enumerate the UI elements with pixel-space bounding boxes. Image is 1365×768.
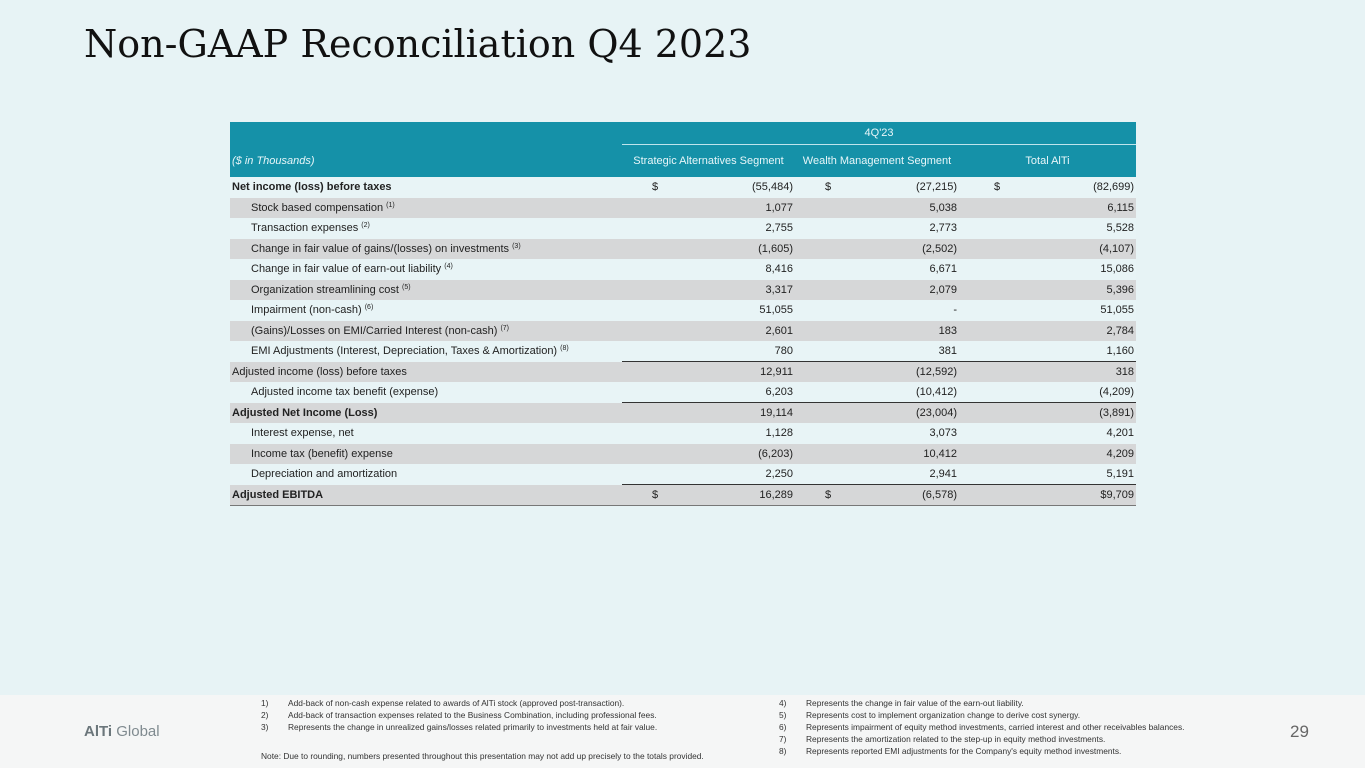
reconciliation-table-wrapper	[230, 122, 1136, 506]
value-wealth	[822, 239, 959, 260]
currency-symbol	[622, 280, 682, 301]
row-label	[230, 218, 622, 239]
page-number: 29	[1290, 722, 1309, 741]
value-total-text: 5,191	[1106, 468, 1135, 480]
footnote-reference: (6)	[364, 304, 374, 312]
value-total-text: 4,201	[1106, 427, 1135, 440]
footnote-number: 7)	[779, 734, 787, 744]
row-label-text: Change in fair value of gains/(losses) on investments	[251, 242, 510, 255]
table-header-period-row	[230, 122, 1136, 144]
currency-symbol	[622, 177, 682, 198]
row-label-text: Net income (loss) before taxes	[232, 181, 392, 194]
row-label	[230, 341, 622, 362]
currency-symbol	[795, 362, 822, 383]
currency-symbol	[622, 218, 682, 239]
footnote	[779, 745, 1184, 757]
row-label	[230, 382, 622, 403]
currency-symbol	[959, 423, 977, 444]
footnote	[261, 721, 657, 733]
value-strategic	[682, 280, 795, 301]
value-total	[977, 403, 1136, 424]
value-wealth-text: (2,502)	[922, 242, 957, 255]
currency-symbol	[959, 382, 977, 403]
value-wealth-text: 381	[938, 345, 957, 357]
currency-symbol	[959, 177, 1001, 198]
footnote-text: Add-back of transaction expenses related to the Business Combination, including professional fees.	[288, 710, 657, 720]
value-wealth-text: -	[953, 304, 957, 317]
footnote-reference: (2)	[361, 222, 370, 230]
footnote-reference: (4)	[444, 263, 453, 271]
value-strategic-text: 6,203	[765, 386, 793, 398]
row-label	[230, 403, 622, 424]
row-label	[230, 362, 622, 383]
value-total-text: 5,396	[1106, 283, 1135, 296]
row-label	[230, 239, 622, 260]
currency-symbol	[622, 464, 682, 485]
currency-symbol	[622, 321, 682, 342]
currency-symbol	[622, 300, 682, 321]
row-label-text: (Gains)/Losses on EMI/Carried Interest (non-cash)	[251, 324, 498, 337]
value-wealth-text: 183	[938, 324, 957, 337]
footnote-number: 8)	[779, 746, 787, 756]
value-total-text: (4,209)	[1099, 386, 1135, 398]
value-strategic	[682, 259, 795, 280]
value-total-text: (82,699)	[1093, 181, 1135, 194]
footnotes-left	[261, 697, 657, 733]
table-body	[230, 177, 1136, 505]
table-row	[230, 280, 1136, 301]
value-total	[977, 218, 1136, 239]
currency-symbol	[795, 464, 822, 485]
row-label	[230, 198, 622, 219]
logo-bold-text: AlTi	[84, 723, 113, 740]
footnote-reference: (7)	[500, 324, 509, 332]
value-strategic	[682, 423, 795, 444]
currency-symbol	[795, 321, 822, 342]
column-header-strategic: Strategic Alternatives Segment	[622, 144, 795, 177]
footnote	[779, 721, 1184, 733]
row-label	[230, 177, 622, 198]
currency-symbol	[959, 198, 977, 219]
table-row	[230, 218, 1136, 239]
footnote-number: 1)	[261, 698, 269, 708]
value-total-text: 2,784	[1106, 324, 1135, 337]
value-strategic	[682, 382, 795, 403]
row-label	[230, 423, 622, 444]
row-label	[230, 444, 622, 465]
currency-symbol	[622, 382, 682, 403]
currency-symbol	[795, 259, 822, 280]
value-wealth	[822, 218, 959, 239]
value-wealth-text: (12,592)	[916, 366, 957, 378]
value-strategic	[682, 341, 795, 362]
currency-symbol	[795, 382, 822, 403]
currency-symbol	[795, 341, 822, 362]
currency-symbol-text: $	[825, 181, 832, 194]
value-strategic-text: 2,601	[765, 324, 793, 337]
currency-symbol-text: $	[652, 181, 659, 194]
reconciliation-table	[230, 122, 1136, 506]
footnote-number: 5)	[779, 710, 787, 720]
rounding-disclaimer: Note: Due to rounding, numbers presented throughout this presentation may not add up precisely to the totals provided.	[261, 751, 704, 761]
value-strategic-text: 3,317	[765, 283, 793, 296]
value-strategic-text: 2,250	[765, 468, 793, 480]
value-strategic	[682, 403, 795, 424]
column-header-wealth: Wealth Management Segment	[795, 144, 959, 177]
value-wealth-text: (10,412)	[916, 386, 957, 398]
row-label-text: Adjusted EBITDA	[232, 488, 324, 501]
value-strategic	[682, 177, 795, 198]
table-header-columns-row	[230, 144, 1136, 177]
column-header-total: Total AlTi	[959, 144, 1136, 177]
value-strategic-text: 51,055	[759, 304, 793, 317]
row-label	[230, 280, 622, 301]
currency-symbol	[959, 300, 977, 321]
currency-symbol	[959, 464, 977, 485]
row-label-text: Adjusted income (loss) before taxes	[232, 365, 407, 378]
value-wealth	[822, 464, 959, 485]
footnote-text: Represents cost to implement organization change to derive cost synergy.	[806, 710, 1081, 720]
value-strategic	[682, 198, 795, 219]
row-label-text: Organization streamlining cost	[251, 283, 399, 296]
currency-symbol	[959, 259, 977, 280]
currency-symbol	[959, 362, 977, 383]
value-total-text: (4,107)	[1099, 242, 1135, 255]
value-wealth	[822, 341, 959, 362]
value-total-text: 15,086	[1100, 263, 1135, 276]
table-row	[230, 382, 1136, 403]
value-wealth-text: (27,215)	[916, 181, 957, 194]
table-row	[230, 444, 1136, 465]
row-label-text: Impairment (non-cash)	[251, 304, 362, 317]
table-row	[230, 177, 1136, 198]
value-total-text: 5,528	[1106, 222, 1135, 235]
value-wealth	[822, 362, 959, 383]
table-row	[230, 300, 1136, 321]
row-label-text: Depreciation and amortization	[251, 468, 398, 481]
value-wealth	[822, 382, 959, 403]
currency-symbol	[795, 218, 822, 239]
value-strategic	[682, 464, 795, 485]
value-total-text: (3,891)	[1099, 407, 1135, 419]
currency-symbol	[959, 403, 977, 424]
period-header: 4Q'23	[622, 122, 1136, 144]
value-total-text: 1,160	[1106, 345, 1135, 357]
currency-symbol	[959, 341, 977, 362]
currency-symbol	[959, 280, 977, 301]
value-total	[977, 239, 1136, 260]
footnote-number: 2)	[261, 710, 269, 720]
footnote-text: Add-back of non-cash expense related to awards of AlTi stock (approved post-transaction).	[288, 698, 625, 708]
currency-symbol	[795, 300, 822, 321]
footnote-reference: (5)	[402, 283, 411, 291]
currency-symbol	[795, 177, 832, 198]
table-row	[230, 259, 1136, 280]
currency-symbol	[622, 362, 682, 383]
value-total	[977, 280, 1136, 301]
currency-symbol	[959, 321, 977, 342]
value-total	[977, 444, 1136, 465]
value-wealth	[822, 485, 959, 506]
value-total	[977, 485, 1136, 506]
footnotes-right	[779, 697, 1184, 757]
currency-symbol	[959, 444, 977, 465]
currency-symbol	[622, 259, 682, 280]
value-strategic-text: 19,114	[760, 407, 793, 419]
value-total	[977, 321, 1136, 342]
currency-symbol	[622, 485, 682, 506]
value-strategic-text: (6,203)	[758, 447, 793, 460]
value-total	[977, 341, 1136, 362]
value-strategic	[682, 444, 795, 465]
footnote-number: 3)	[261, 722, 269, 732]
value-wealth-text: 2,941	[929, 468, 957, 480]
value-wealth	[822, 280, 959, 301]
value-total	[977, 423, 1136, 444]
row-label-text: Transaction expenses	[251, 222, 359, 235]
value-wealth-text: 10,412	[923, 447, 957, 460]
footnote-number: 6)	[779, 722, 787, 732]
value-strategic-text: 8,416	[765, 263, 793, 276]
currency-symbol	[959, 485, 977, 506]
row-label-text: EMI Adjustments (Interest, Depreciation, Taxes & Amortization)	[251, 345, 558, 358]
footnote	[261, 697, 657, 709]
value-wealth	[822, 177, 959, 198]
currency-symbol	[795, 239, 822, 260]
table-row	[230, 341, 1136, 362]
value-strategic	[682, 239, 795, 260]
value-strategic	[682, 485, 795, 506]
value-wealth-text: 2,773	[929, 222, 957, 235]
value-wealth	[822, 403, 959, 424]
currency-symbol-text: $	[994, 181, 1001, 194]
row-label-text: Change in fair value of earn-out liability	[251, 263, 442, 276]
currency-symbol	[959, 218, 977, 239]
footnote-text: Represents the change in unrealized gains/losses related primarily to investments held at fair value.	[288, 722, 658, 732]
footnote	[779, 697, 1184, 709]
currency-symbol	[795, 403, 822, 424]
currency-symbol	[959, 239, 977, 260]
value-total-text: $9,709	[1100, 488, 1135, 501]
footnote-text: Represents reported EMI adjustments for the Company's equity method investments.	[806, 746, 1122, 756]
value-strategic-text: 1,128	[765, 427, 793, 440]
currency-symbol	[795, 485, 832, 506]
table-row	[230, 198, 1136, 219]
value-total	[977, 382, 1136, 403]
value-wealth	[822, 300, 959, 321]
table-row	[230, 321, 1136, 342]
row-label-text: Income tax (benefit) expense	[251, 447, 393, 460]
footnote	[261, 709, 657, 721]
value-strategic	[682, 321, 795, 342]
footnote-reference: (3)	[512, 242, 521, 250]
value-total-text: 4,209	[1106, 447, 1135, 460]
value-total	[977, 300, 1136, 321]
value-strategic-text: (55,484)	[752, 181, 793, 194]
currency-symbol-text: $	[825, 488, 832, 501]
value-total-text: 318	[1115, 366, 1135, 378]
currency-symbol-text: $	[652, 488, 659, 501]
table-row	[230, 423, 1136, 444]
value-strategic-text: 780	[774, 345, 793, 357]
value-wealth	[822, 198, 959, 219]
page-title: Non-GAAP Reconciliation Q4 2023	[84, 22, 752, 66]
table-row	[230, 239, 1136, 260]
value-total	[977, 259, 1136, 280]
value-total	[977, 177, 1136, 198]
row-label	[230, 259, 622, 280]
value-wealth	[822, 259, 959, 280]
value-total	[977, 464, 1136, 485]
value-wealth-text: (6,578)	[922, 488, 957, 501]
footnote-text: Represents the change in fair value of the earn-out liability.	[806, 698, 1024, 708]
value-strategic-text: 12,911	[760, 366, 793, 378]
currency-symbol	[795, 198, 822, 219]
currency-symbol	[622, 403, 682, 424]
row-label	[230, 321, 622, 342]
table-row	[230, 403, 1136, 424]
row-label	[230, 300, 622, 321]
row-label-text: Stock based compensation	[251, 201, 384, 214]
value-total	[977, 362, 1136, 383]
value-total-text: 51,055	[1100, 304, 1135, 317]
row-label-text: Adjusted income tax benefit (expense)	[251, 386, 439, 399]
table-row	[230, 464, 1136, 485]
value-wealth	[822, 321, 959, 342]
footnote-text: Represents the amortization related to the step-up in equity method investments.	[806, 734, 1106, 744]
value-wealth-text: 5,038	[929, 201, 957, 214]
table-row	[230, 485, 1136, 506]
value-strategic-text: (1,605)	[758, 242, 793, 255]
value-wealth-text: 3,073	[929, 427, 957, 440]
currency-symbol	[795, 444, 822, 465]
footnote-reference: (8)	[560, 345, 569, 353]
value-strategic-text: 16,289	[759, 488, 793, 501]
currency-symbol	[795, 423, 822, 444]
value-wealth	[822, 444, 959, 465]
value-total-text: 6,115	[1107, 201, 1135, 214]
currency-symbol	[795, 280, 822, 301]
footnote-reference: (1)	[386, 201, 395, 209]
value-wealth-text: 6,671	[929, 263, 957, 276]
value-total	[977, 198, 1136, 219]
value-wealth	[822, 423, 959, 444]
currency-symbol	[622, 444, 682, 465]
value-strategic-text: 1,077	[765, 201, 793, 214]
value-strategic	[682, 300, 795, 321]
value-wealth-text: 2,079	[929, 283, 957, 296]
footnote	[779, 709, 1184, 721]
currency-symbol	[622, 341, 682, 362]
row-label-text: Interest expense, net	[251, 427, 354, 440]
value-wealth-text: (23,004)	[916, 407, 957, 419]
currency-symbol	[622, 198, 682, 219]
value-strategic	[682, 218, 795, 239]
row-label-text: Adjusted Net Income (Loss)	[232, 406, 378, 419]
currency-symbol	[622, 239, 682, 260]
table-row	[230, 362, 1136, 383]
value-strategic	[682, 362, 795, 383]
footnote-text: Represents impairment of equity method investments, carried interest and other receivables balances.	[806, 722, 1185, 732]
row-label	[230, 485, 622, 506]
row-label	[230, 464, 622, 485]
company-logo	[84, 723, 160, 740]
logo-rest-text: Global	[112, 723, 160, 740]
unit-label: ($ in Thousands)	[230, 144, 622, 177]
footnote-number: 4)	[779, 698, 787, 708]
footnote	[779, 733, 1184, 745]
currency-symbol	[622, 423, 682, 444]
value-strategic-text: 2,755	[765, 222, 793, 235]
